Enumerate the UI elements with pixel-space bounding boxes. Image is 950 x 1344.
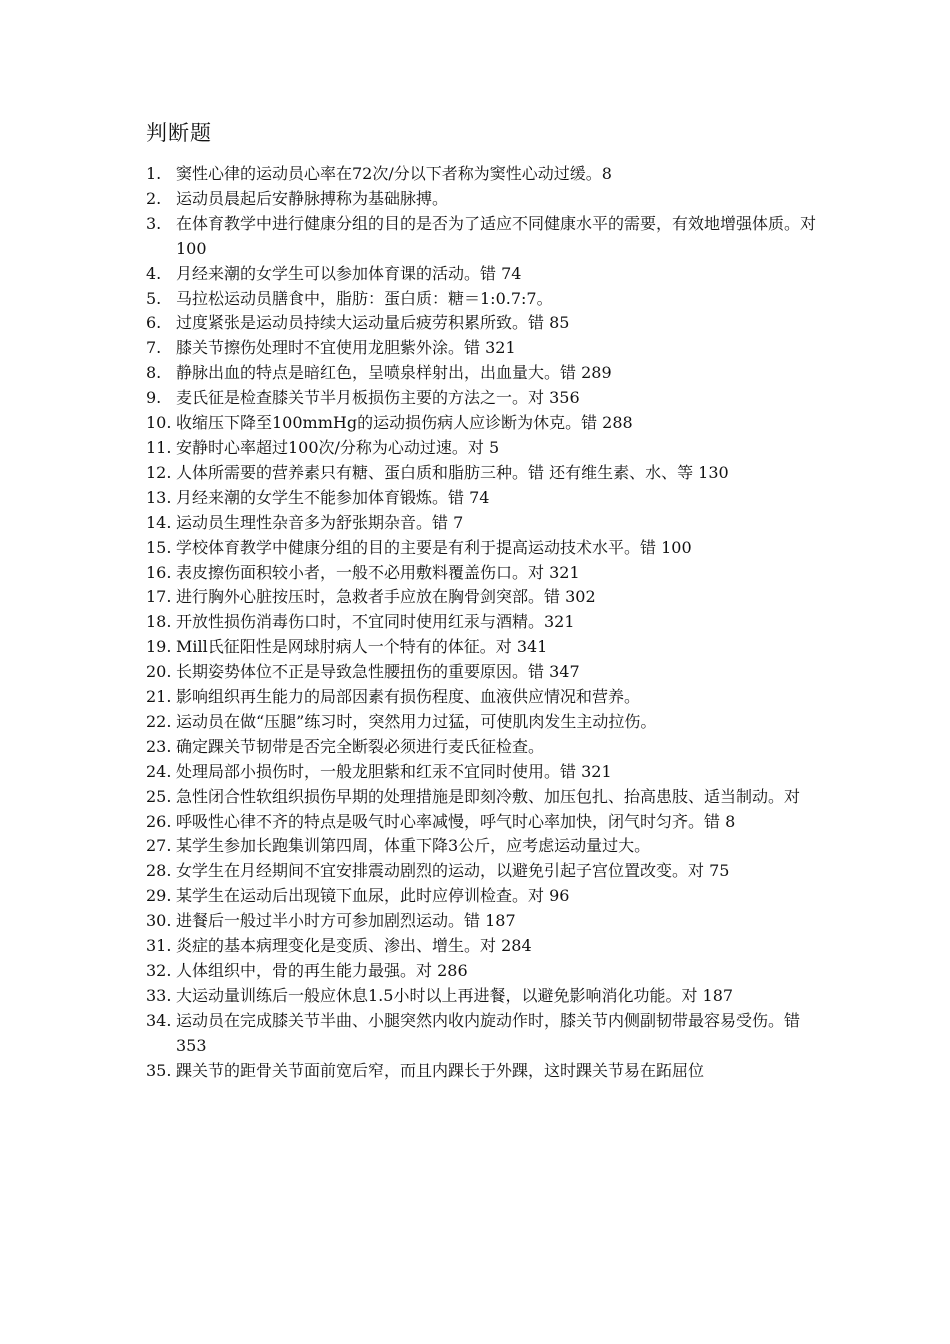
item-text: 某学生参加长跑集训第四周，体重下降3公斤，应考虑运动量过大。 xyxy=(176,836,651,856)
list-item xyxy=(146,635,816,660)
list-item xyxy=(146,436,816,461)
item-number: 33. xyxy=(146,985,172,1005)
item-text: 过度紧张是运动员持续大运动量后疲劳积累所致。错 85 xyxy=(176,313,570,333)
item-number: 5. xyxy=(146,288,162,308)
item-text: 呼吸性心律不齐的特点是吸气时心率减慢，呼气时心率加快，闭气时匀齐。错 8 xyxy=(176,811,736,831)
list-item xyxy=(146,760,816,785)
item-number: 31. xyxy=(146,936,172,956)
item-text: 女学生在月经期间不宜安排震动剧烈的运动，以避免引起子宫位置改变。对 75 xyxy=(176,861,730,881)
item-text: 运动员生理性杂音多为舒张期杂音。错 7 xyxy=(176,512,464,532)
list-item xyxy=(146,361,816,386)
list-item xyxy=(146,411,816,436)
list-item xyxy=(146,162,816,187)
list-item xyxy=(146,1009,816,1059)
item-text: 膝关节擦伤处理时不宜使用龙胆紫外涂。错 321 xyxy=(176,338,516,358)
list-item xyxy=(146,536,816,561)
item-number: 29. xyxy=(146,886,172,906)
list-item xyxy=(146,810,816,835)
item-number: 25. xyxy=(146,786,172,806)
item-text: 收缩压下降至100mmHg的运动损伤病人应诊断为休克。错 288 xyxy=(176,413,633,433)
item-text: 麦氏征是检查膝关节半月板损伤主要的方法之一。对 356 xyxy=(176,388,580,408)
list-item xyxy=(146,461,816,486)
item-text: 表皮擦伤面积较小者，一般不必用敷料覆盖伤口。对 321 xyxy=(176,562,580,582)
item-text: 踝关节的距骨关节面前宽后窄，而且内踝长于外踝，这时踝关节易在跖屈位 xyxy=(176,1060,705,1080)
list-item xyxy=(146,262,816,287)
list-item xyxy=(146,710,816,735)
item-number: 24. xyxy=(146,761,172,781)
item-text: 人体所需要的营养素只有糖、蛋白质和脂肪三种。错 还有维生素、水、等 130 xyxy=(176,462,729,482)
item-text: 马拉松运动员膳食中，脂肪：蛋白质：糖＝1:0.7:7。 xyxy=(176,288,553,308)
item-number: 6. xyxy=(146,313,162,333)
list-item xyxy=(146,212,833,262)
list-item xyxy=(146,187,816,212)
list-item xyxy=(146,959,816,984)
item-text: 影响组织再生能力的局部因素有损伤程度、血液供应情况和营养。 xyxy=(176,687,641,707)
item-text: 长期姿势体位不正是导致急性腰扭伤的重要原因。错 347 xyxy=(176,662,580,682)
item-number: 11. xyxy=(146,437,172,457)
item-number: 8. xyxy=(146,363,162,383)
item-number: 22. xyxy=(146,711,172,731)
item-text: 静脉出血的特点是暗红色，呈喷泉样射出，出血量大。错 289 xyxy=(176,363,612,383)
item-text: 运动员在完成膝关节半曲、小腿突然内收内旋动作时，膝关节内侧副韧带最容易受伤。错 353 xyxy=(176,1010,817,1055)
item-text: 开放性损伤消毒伤口时，不宜同时使用红汞与酒精。321 xyxy=(176,612,575,632)
list-item xyxy=(146,311,816,336)
item-text: 大运动量训练后一般应休息1.5小时以上再进餐，以避免影响消化功能。对 187 xyxy=(176,985,734,1005)
item-text: 某学生在运动后出现镜下血尿，此时应停训检查。对 96 xyxy=(176,886,570,906)
list-item xyxy=(146,287,816,312)
list-item xyxy=(146,610,816,635)
item-text: 窦性心律的运动员心率在72次/分以下者称为窦性心动过缓。8 xyxy=(176,164,612,183)
list-item xyxy=(146,660,816,685)
item-text: Mill氏征阳性是网球肘病人一个特有的体征。对 341 xyxy=(176,637,548,657)
item-number: 27. xyxy=(146,836,172,856)
list-item xyxy=(146,785,816,810)
item-number: 26. xyxy=(146,811,172,831)
item-number: 4. xyxy=(146,263,162,283)
list-item xyxy=(146,486,816,511)
list-item xyxy=(146,511,816,536)
item-number: 12. xyxy=(146,462,172,482)
item-number: 15. xyxy=(146,537,172,557)
item-text: 处理局部小损伤时，一般龙胆紫和红汞不宜同时使用。错 321 xyxy=(176,761,612,781)
item-number: 20. xyxy=(146,662,172,682)
item-number: 18. xyxy=(146,612,172,632)
item-text: 进行胸外心脏按压时，急救者手应放在胸骨剑突部。错 302 xyxy=(176,587,596,607)
item-text: 急性闭合性软组织损伤早期的处理措施是即刻冷敷、加压包扎、抬高患肢、适当制动。对 xyxy=(176,786,801,806)
item-text: 月经来潮的女学生可以参加体育课的活动。错 74 xyxy=(176,263,522,283)
item-text: 运动员在做“压腿”练习时，突然用力过猛，可使肌肉发生主动拉伤。 xyxy=(176,711,657,731)
item-number: 19. xyxy=(146,637,172,657)
list-item xyxy=(146,884,816,909)
item-number: 23. xyxy=(146,736,172,756)
item-text: 运动员晨起后安静脉搏称为基础脉搏。 xyxy=(176,188,449,208)
item-text: 安静时心率超过100次/分称为心动过速。对 5 xyxy=(176,437,500,457)
item-number: 21. xyxy=(146,687,172,707)
item-number: 16. xyxy=(146,562,172,582)
item-number: 14. xyxy=(146,512,172,532)
list-item xyxy=(146,735,816,760)
item-number: 7. xyxy=(146,338,162,358)
item-number: 34. xyxy=(146,1010,172,1030)
item-number: 9. xyxy=(146,388,162,408)
item-number: 10. xyxy=(146,413,172,433)
list-item xyxy=(146,685,816,710)
list-item xyxy=(146,859,816,884)
item-number: 3. xyxy=(146,213,162,233)
item-text: 进餐后一般过半小时方可参加剧烈运动。错 187 xyxy=(176,911,516,931)
item-number: 13. xyxy=(146,487,172,507)
item-number: 32. xyxy=(146,961,172,980)
document-title: 判断题 xyxy=(146,121,212,145)
item-number: 2. xyxy=(146,188,162,208)
item-number: 30. xyxy=(146,911,172,931)
list-item xyxy=(146,386,816,411)
list-item xyxy=(146,1059,816,1084)
item-number: 28. xyxy=(146,861,172,881)
item-number: 1. xyxy=(146,164,162,183)
item-text: 月经来潮的女学生不能参加体育锻炼。错 74 xyxy=(176,487,490,507)
list-item xyxy=(146,909,816,934)
item-text: 确定踝关节韧带是否完全断裂必须进行麦氏征检查。 xyxy=(176,736,545,756)
list-item xyxy=(146,585,816,610)
item-text: 人体组织中，骨的再生能力最强。对 286 xyxy=(176,961,468,980)
item-text: 学校体育教学中健康分组的目的主要是有利于提高运动技术水平。错 100 xyxy=(176,537,692,557)
item-text: 炎症的基本病理变化是变质、渗出、增生。对 284 xyxy=(176,936,532,956)
item-number: 35. xyxy=(146,1060,172,1080)
list-item xyxy=(146,984,816,1009)
question-list xyxy=(146,162,833,1084)
list-item xyxy=(146,336,816,361)
item-number: 17. xyxy=(146,587,172,607)
item-text: 在体育教学中进行健康分组的目的是否为了适应不同健康水平的需要，有效地增强体质。对 100 xyxy=(176,213,833,258)
list-item xyxy=(146,934,816,959)
list-item xyxy=(146,561,816,586)
list-item xyxy=(146,834,816,859)
